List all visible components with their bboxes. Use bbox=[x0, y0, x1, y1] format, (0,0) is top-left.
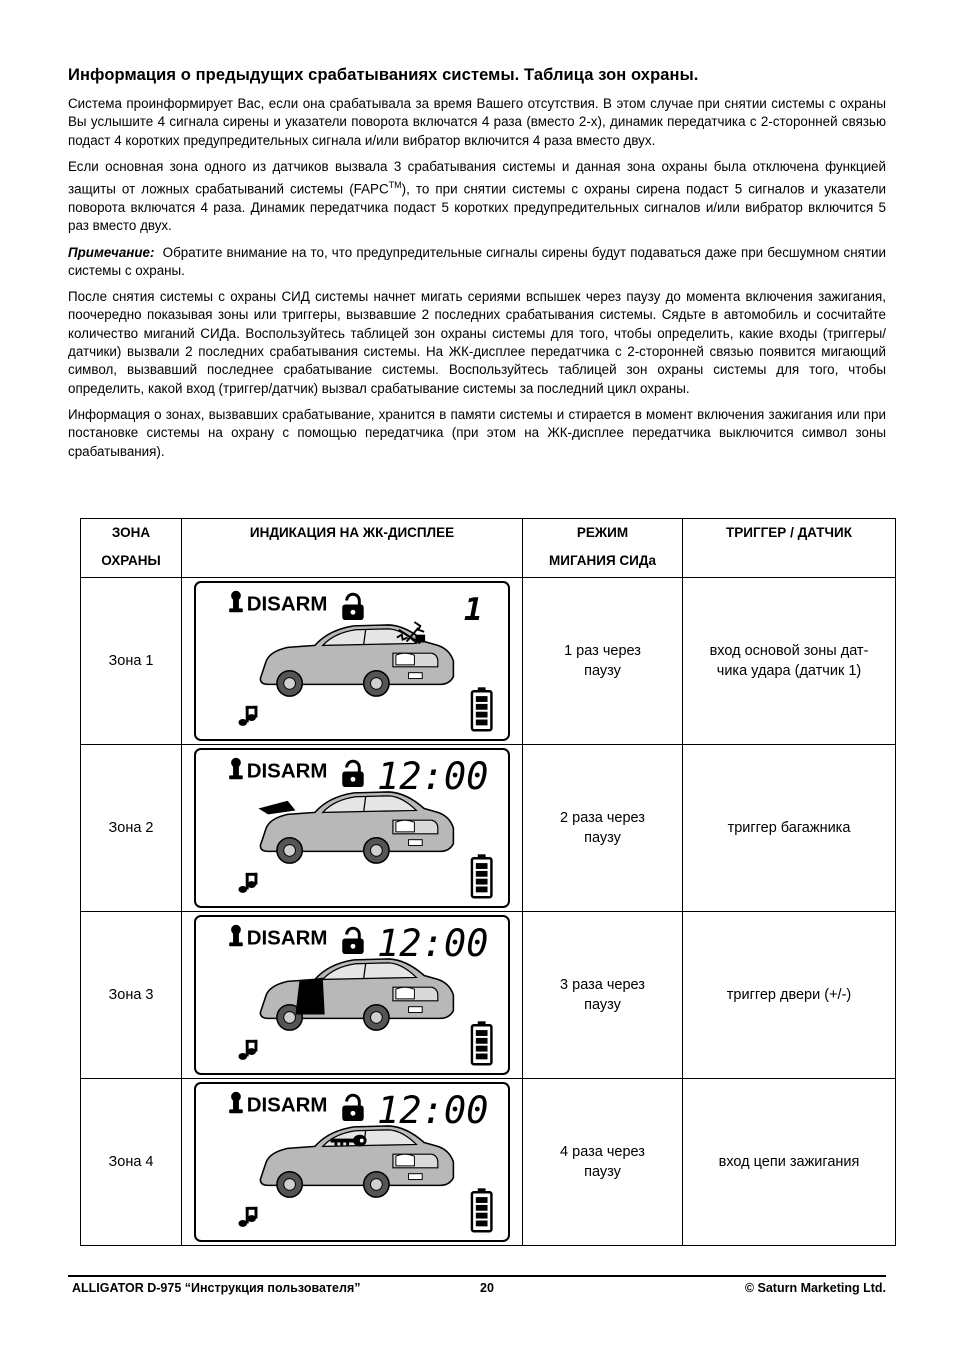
note-paragraph bbox=[68, 244, 886, 281]
blink-mode-line2: паузу bbox=[584, 1164, 621, 1180]
blink-mode-line1: 3 раза через bbox=[560, 977, 645, 993]
blink-mode-line1: 2 раза через bbox=[560, 810, 645, 826]
note-text: Обратите внимание на то, что предупредительные сигналы сирены будут подаваться даже при бесшумном снятии системы с охраны. bbox=[68, 244, 886, 278]
lcd-status-text: DISARM bbox=[246, 1093, 328, 1117]
trigger-line2: чика удара (датчик 1) bbox=[716, 663, 862, 679]
blink-mode-line2: паузу bbox=[584, 997, 621, 1013]
lcd-display bbox=[194, 581, 510, 741]
footer-copyright: © Saturn Marketing Ltd. bbox=[744, 1281, 886, 1295]
trunk-open-icon bbox=[258, 801, 295, 815]
header-display: ИНДИКАЦИЯ НА ЖК-ДИСПЛЕЕ bbox=[182, 519, 523, 578]
table-row bbox=[81, 1079, 896, 1246]
lcd-cell bbox=[182, 912, 523, 1079]
zone-table-header bbox=[81, 519, 896, 578]
lcd-status-text: DISARM bbox=[246, 759, 328, 783]
table-row bbox=[81, 578, 896, 745]
header-mode-line1: РЕЖИМ bbox=[576, 525, 629, 540]
trigger-line1: вход основой зоны дат- bbox=[709, 643, 869, 659]
zone-label: Зона 1 bbox=[81, 578, 182, 745]
footer-page-number: 20 bbox=[480, 1281, 494, 1295]
zone-label: Зона 2 bbox=[81, 745, 182, 912]
zone-label: Зона 3 bbox=[81, 912, 182, 1079]
lcd-status-text: DISARM bbox=[246, 926, 328, 950]
header-zone-line1: ЗОНА bbox=[111, 525, 151, 540]
page-footer bbox=[68, 1275, 886, 1295]
lcd-status-text: DISARM bbox=[246, 592, 328, 616]
blink-mode bbox=[523, 912, 683, 1079]
lcd-readout: 12:00 bbox=[376, 755, 489, 798]
footer-product-title: ALLIGATOR D-975 “Инструкция пользователя” bbox=[72, 1281, 361, 1295]
blink-mode bbox=[523, 578, 683, 745]
trademark-superscript: TM bbox=[388, 180, 402, 191]
header-mode bbox=[523, 519, 683, 578]
blink-mode-line1: 4 раза через bbox=[560, 1144, 645, 1160]
paragraph-led-blinking: После снятия системы с охраны СИД системы начнет мигать сериями вспышек через паузу до момента включения зажигания, поочередно показывая зоны или триггеры, вызвавшие 2 последних срабатывания системы. Сядьте в автомобиль и сосчитайте количество миганий СИДа. Воспользуйтесь таблицей зон охраны системы для того, чтобы определить, какие входы (триггеры/датчики) вызвали 2 последних срабатывания системы. На ЖК-дисплее передатчика с 2-сторонней связью появится мигающий символ, вызвавший последнее срабатывание системы. Воспользуйтесь таблицей зон охраны системы для того, чтобы определить, какой вход (триггер/датчик) вызвал срабатывание системы за последний цикл охраны. bbox=[68, 289, 886, 396]
trigger-description bbox=[683, 1079, 896, 1246]
zone-label: Зона 4 bbox=[81, 1079, 182, 1246]
trigger-line1: триггер багажника bbox=[727, 820, 851, 836]
table-row bbox=[81, 745, 896, 912]
page-content bbox=[68, 66, 886, 469]
header-trigger: ТРИГГЕР / ДАТЧИК bbox=[683, 519, 896, 578]
lcd-cell bbox=[182, 745, 523, 912]
header-mode-line2: МИГАНИЯ СИДа bbox=[549, 553, 656, 568]
paragraph-fapc bbox=[68, 158, 886, 236]
blink-mode-line2: паузу bbox=[584, 663, 621, 679]
header-zone bbox=[81, 519, 182, 578]
trigger-description bbox=[683, 745, 896, 912]
paragraph-fapc-after: ), то при снятии системы с охраны сирена подаст 5 сигналов и указатели поворота включатся 4 раза. Динамик передатчика подаст 5 коротких предупредительных сигналов и/или вибратор включится 5 раз вместо двух. bbox=[68, 181, 886, 234]
paragraph-fapc-before: Если основная зона одного из датчиков вызвала 3 срабатывания системы и данная зона охраны была отключена функцией защиты от ложных срабатываний системы (FAPC bbox=[68, 158, 886, 197]
lcd-cell bbox=[182, 578, 523, 745]
lcd-display bbox=[194, 748, 510, 908]
header-zone-line2: ОХРАНЫ bbox=[101, 553, 161, 568]
trigger-line1: вход цепи зажигания bbox=[718, 1154, 860, 1170]
lcd-cell bbox=[182, 1079, 523, 1246]
trigger-line1: триггер двери (+/-) bbox=[726, 987, 852, 1003]
note-label: Примечание: bbox=[68, 244, 155, 260]
lcd-readout: 12:00 bbox=[376, 1089, 489, 1132]
lcd-display bbox=[194, 1082, 510, 1242]
trigger-description bbox=[683, 912, 896, 1079]
page-title: Информация о предыдущих срабатываниях системы. Таблица зон охраны. bbox=[68, 66, 699, 84]
paragraph-intro: Система проинформирует Вас, если она срабатывала за время Вашего отсутствия. В этом случае при снятии системы с охраны Вы услышите 4 сигнала сирены и указатели поворота включатся 4 раза (вместо 2-х), динамик передатчика с 2-сторонней связью подаст 4 коротких предупредительных сигнала и/или вибратор включится 4 раза вместо двух. bbox=[68, 96, 886, 148]
lcd-readout: 1 bbox=[463, 592, 483, 629]
zone-table bbox=[80, 518, 896, 1246]
blink-mode-line1: 1 раз через bbox=[564, 643, 641, 659]
lcd-display bbox=[194, 915, 510, 1075]
door-open-icon bbox=[295, 977, 324, 1014]
blink-mode bbox=[523, 745, 683, 912]
blink-mode bbox=[523, 1079, 683, 1246]
table-row bbox=[81, 912, 896, 1079]
trigger-description bbox=[683, 578, 896, 745]
paragraph-memory: Информация о зонах, вызвавших срабатывание, хранится в памяти системы и стирается в момент включения зажигания или при постановке системы на охрану с помощью передатчика (при этом на ЖК-дисплее передатчика выключится символ зоны срабатывания). bbox=[68, 406, 886, 459]
blink-mode-line2: паузу bbox=[584, 830, 621, 846]
lcd-readout: 12:00 bbox=[376, 922, 489, 965]
